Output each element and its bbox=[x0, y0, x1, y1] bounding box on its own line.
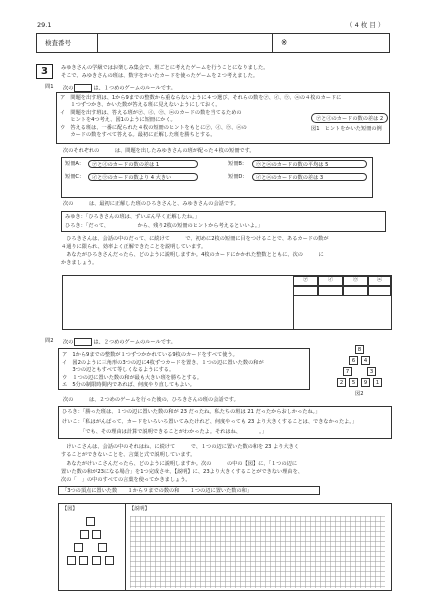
q1-body-line: かきましょう。 bbox=[61, 260, 98, 266]
q1-rule-line: ア 問題を出す班は、1から9までの整数から重ならないように４つ選び、それらの数を㋐、㋑、㋒、㋓の４枚のカードに bbox=[60, 95, 342, 101]
q2-body-line: 次の「 」の中のすべての言葉を使ってかきましょう。 bbox=[61, 477, 191, 483]
q2-rules-box: ア 1から9までの整数が１つずつかかれている9枚のカードをすべて使う。 イ 図2のように三角形の3つの辺に4枚ずつカードを置き、１つの辺に置いた数の和が 3つの辺ともすべて等しくなるようにする。 ウ １つの辺に置いた数の和が最も大きい班を勝ちとする。 エ 5分の制限時間内であれば、何度やり直してもよい。 bbox=[58, 348, 310, 390]
answer-slot[interactable] bbox=[74, 543, 83, 552]
answer-cell-d[interactable] bbox=[368, 286, 391, 296]
q1-stem: 次の は、１つめのゲームのルールです。 bbox=[63, 85, 176, 92]
q1-dialog-box: みゆき：「ひろきさんの班は、ずいぶん早く正解したね。」 ひろき：「だって、 から、残り2枚の短冊のヒントから考えるといいよ。」 bbox=[61, 211, 386, 232]
office-mark: ※ bbox=[281, 38, 288, 47]
answer-cell-c[interactable] bbox=[343, 286, 368, 296]
q1-dialog-stem: 次の は、最初に正解した班のひろきさんと、みゆきさんの会話です。 bbox=[63, 201, 239, 207]
q1-body-line: ４通りに限られ、効率よく正解できたことを説明しています。 bbox=[61, 244, 207, 250]
answer-cell-a[interactable] bbox=[293, 286, 318, 296]
q1-answer-box[interactable]: ㋐ ㋑ ㋒ ㋓ bbox=[62, 275, 392, 330]
strip-d: ㋑と㋓のカードの数の差は 3 bbox=[252, 173, 367, 181]
q2-body-line: 置いた数の和が23になる場合」を1つ完成させ、【説明】に、23より大きくすることができない理由を、 bbox=[61, 469, 303, 475]
intro-line-2: そこで、みゆきさんの班は、数字をかいたカードを使ったゲームを２つ考えました。 bbox=[61, 73, 259, 79]
strips-box: 短冊A： ㋐と㋑のカードの数の差は 1 短冊B： ㋒と㋓のカードの数の平均は 5 短冊C： ㋑と㋒のカードの数より 4 大きい 短冊D： ㋑と㋓のカードの数の差は 3 bbox=[61, 157, 373, 198]
fig-label: 【図】 bbox=[62, 506, 78, 512]
q2-dialog-stem: 次の は、２つめのゲームを行った後の、ひろきさんの班の会話です。 bbox=[63, 397, 239, 403]
q1-body-line: あなたがひろきさんだったら、どのように説明しますか。4枚のカードにかかれた整数とともに、次の に bbox=[61, 252, 324, 258]
q2-body-line: けいこさんは、会話の中のそれはね、に続けて で、１つの辺に置いた数の和を 23 より大きく bbox=[61, 444, 300, 450]
page-label: （ 4 枚 目 ） bbox=[346, 21, 385, 29]
strip-a: ㋐と㋑のカードの数の差は 1 bbox=[88, 160, 198, 168]
q1-label: 問1 bbox=[45, 84, 54, 90]
q2-body-line: することができないことを、言葉と式で説明しています。 bbox=[61, 452, 196, 458]
expl-label: 【説明】 bbox=[129, 506, 150, 512]
q1-rule-line: ヒントを4つ考え、図1のように短冊にかく。 bbox=[60, 117, 176, 123]
keywords-box: 「3つの頂点に置いた数 １から９までの数の和 １つの辺に置いた数の和」 bbox=[58, 486, 320, 495]
hint-strip-example: ㋐と㋑のカードの数の差は 2 bbox=[311, 113, 388, 123]
answer-slot[interactable] bbox=[105, 556, 114, 565]
answer-slot[interactable] bbox=[67, 556, 76, 565]
strip-b: ㋒と㋓のカードの数の平均は 5 bbox=[252, 160, 367, 168]
q1-strips-stem: 次のそれぞれの は、問題を出したみゆきさんの班が配った４枚の短冊です。 bbox=[63, 148, 255, 154]
explanation-grid[interactable] bbox=[130, 516, 385, 588]
q2-stem: 次の は、２つめのゲームのルールです。 bbox=[63, 339, 176, 346]
fig1-caption: 図1 ヒントをかいた短冊の例 bbox=[311, 126, 382, 132]
section-number: 3 bbox=[36, 64, 53, 79]
q1-rule-line: ウ 答える班は、一番に配られた４枚の短冊のヒントをもとに㋐、㋑、㋒、㋓の bbox=[60, 125, 247, 131]
q1-body-line: ひろきさんは、会話の中のだって、に続けて で、初めに2枚の短冊に目をつけることで、あるカードの数が bbox=[61, 236, 329, 242]
fig2-caption: 図2 bbox=[355, 391, 364, 397]
q2-dialog-box: ひろき：「勝った班は、１つの辺に置いた数の和が 23 だったね。私たちの班は 21 だったからおしかったね。」 けいこ：「私はがんばって、カードをいろいろ置いてみたけれど、何度やっても 23 より大きくすることは、できなかったよ。」 「でも、その理由は計算で説明できることがわかったよ。それはね、 。」 bbox=[58, 406, 392, 439]
answer-slot[interactable] bbox=[79, 556, 88, 565]
answer-slot[interactable] bbox=[80, 530, 89, 539]
q1-rule-line: イ 問題を出す班は、答える班が㋐、㋑、㋒、㋓のカードの数を当てるための bbox=[60, 110, 242, 116]
q1-rule-line: カードの数をすべて答える。最初に正解した班を勝ちとする。 bbox=[60, 132, 216, 138]
q1-rules-box bbox=[56, 92, 390, 144]
answer-cell-b[interactable] bbox=[318, 286, 343, 296]
answer-slot[interactable] bbox=[92, 530, 101, 539]
exam-number-box bbox=[36, 33, 390, 53]
q1-rule-line: １つずつかき、かいた数が答える班に見えないようにしておく。 bbox=[60, 102, 221, 108]
strip-c: ㋑と㋒のカードの数より 4 大きい bbox=[88, 173, 198, 181]
answer-slot[interactable] bbox=[98, 543, 107, 552]
answer-slot[interactable] bbox=[92, 556, 101, 565]
exam-code: 29.1 bbox=[37, 21, 52, 29]
exam-number-label: 検査番号 bbox=[45, 39, 71, 47]
answer-slot[interactable] bbox=[86, 517, 95, 526]
q2-label: 問2 bbox=[45, 338, 54, 344]
q2-body-line: あなたがけいこさんだったら、どのように説明しますか。次の の中の【図】に、「１つの辺に bbox=[61, 461, 298, 467]
q2-answer-box[interactable] bbox=[58, 503, 392, 591]
exam-page: 29.1 （ 4 枚 目 ） 検査番号 ※ 3 みゆきさんの学級ではお楽しみ集会で、班ごとに考えたゲームを行うことになりました。 そこで、みゆきさんの班は、数字をかいたカードを使ったゲームを２つ考えました。 問1 次の は、１つめのゲームのルールです。 ア 問題を出す班は、1から9までの整数から重ならないように４つ選び、それらの数を㋐、㋑、㋒、㋓の４枚のカードに １つずつかき、かいた数が答える班に見えないようにしておく。 イ 問題を出す班は、答える班が㋐、㋑、㋒、㋓のカードの数を当てるための ヒントを4つ考え、図1のように短冊にかく。 ウ 答える班は、一番に配られた４枚の短冊のヒントをもとに㋐、㋑、㋒、㋓の カードの数をすべて答える。最初に正解した班を勝ちとする。 ㋐と㋑のカードの数の差は 2 図1 ヒントをかいた短冊の例 次のそれぞれの は、問題を出したみゆきさんの班が配った４枚の短冊です。 短冊A： ㋐と㋑のカードの数の差は 1 短冊B： ㋒と㋓のカードの数の平均は 5 短冊C： ㋑と㋒のカードの数より 4 大きい 短冊D： ㋑と㋓のカードの数の差は 3 次の は、最初に正解した班のひろきさんと、みゆきさんの会話です。 みゆき：「ひろきさんの班は、ずいぶん早く正解したね。」 ひろき：「だって、 から、残り2枚の短冊のヒントから考えるといいよ。」 ひろきさんは、会話の中のだって、に続けて で、初めに2枚の短冊に目をつけることで、あるカードの数が ４通りに限られ、効率よく正解できたことを説明しています。 あなたがひろきさんだったら、どのように説明しますか。4枚のカードにかかれた整数とともに、次の に かきましょう。 ㋐ ㋑ ㋒ ㋓ 問2 次の は、２つめのゲームのルールです。 ア 1から9までの整数が１つずつかかれている9枚のカードをすべて使う。 イ 図2のように三角形の3つの辺に4枚ずつカードを置き、１つの辺に置いた数の和が 3つの辺ともすべて等しくなるようにする。 ウ １つの辺に置いた数の和が最も大きい班を勝ちとする。 エ 5分の制限時間内であれば、何度やり直してもよい。 8 6 4 7 3 2 5 9 1 図2 次の は、２つめのゲームを行った後の、ひろきさんの班の会話です。 ひろき：「勝った班は、１つの辺に置いた数の和が 23 だったね。私たちの班は 21 だったからおしかったね。」 けいこ：「私はがんばって、カードをいろいろ置いてみたけれど、何度やっても 23 より大きくすることは、できなかったよ。」 「でも、その理由は計算で説明できることがわかったよ。それはね、 。」 けいこさんは、会話の中のそれはね、に続けて で、１つの辺に置いた数の和を 23 より大きく することができないことを、言葉と式で説明しています。 あなたがけいこさんだったら、どのように説明しますか。次の の中の【図】に、「１つの辺に 置いた数の和が23になる場合」を1つ完成させ、【説明】に、23より大きくすることができない理由を、 次の「 」の中のすべての言葉を使ってかきましょう。 「3つの頂点に置いた数 １から９までの数の和 １つの辺に置いた数の和」 【図】 【説明】 bbox=[0, 0, 424, 600]
intro-line-1: みゆきさんの学級ではお楽しみ集会で、班ごとに考えたゲームを行うことになりました。 bbox=[61, 65, 269, 71]
